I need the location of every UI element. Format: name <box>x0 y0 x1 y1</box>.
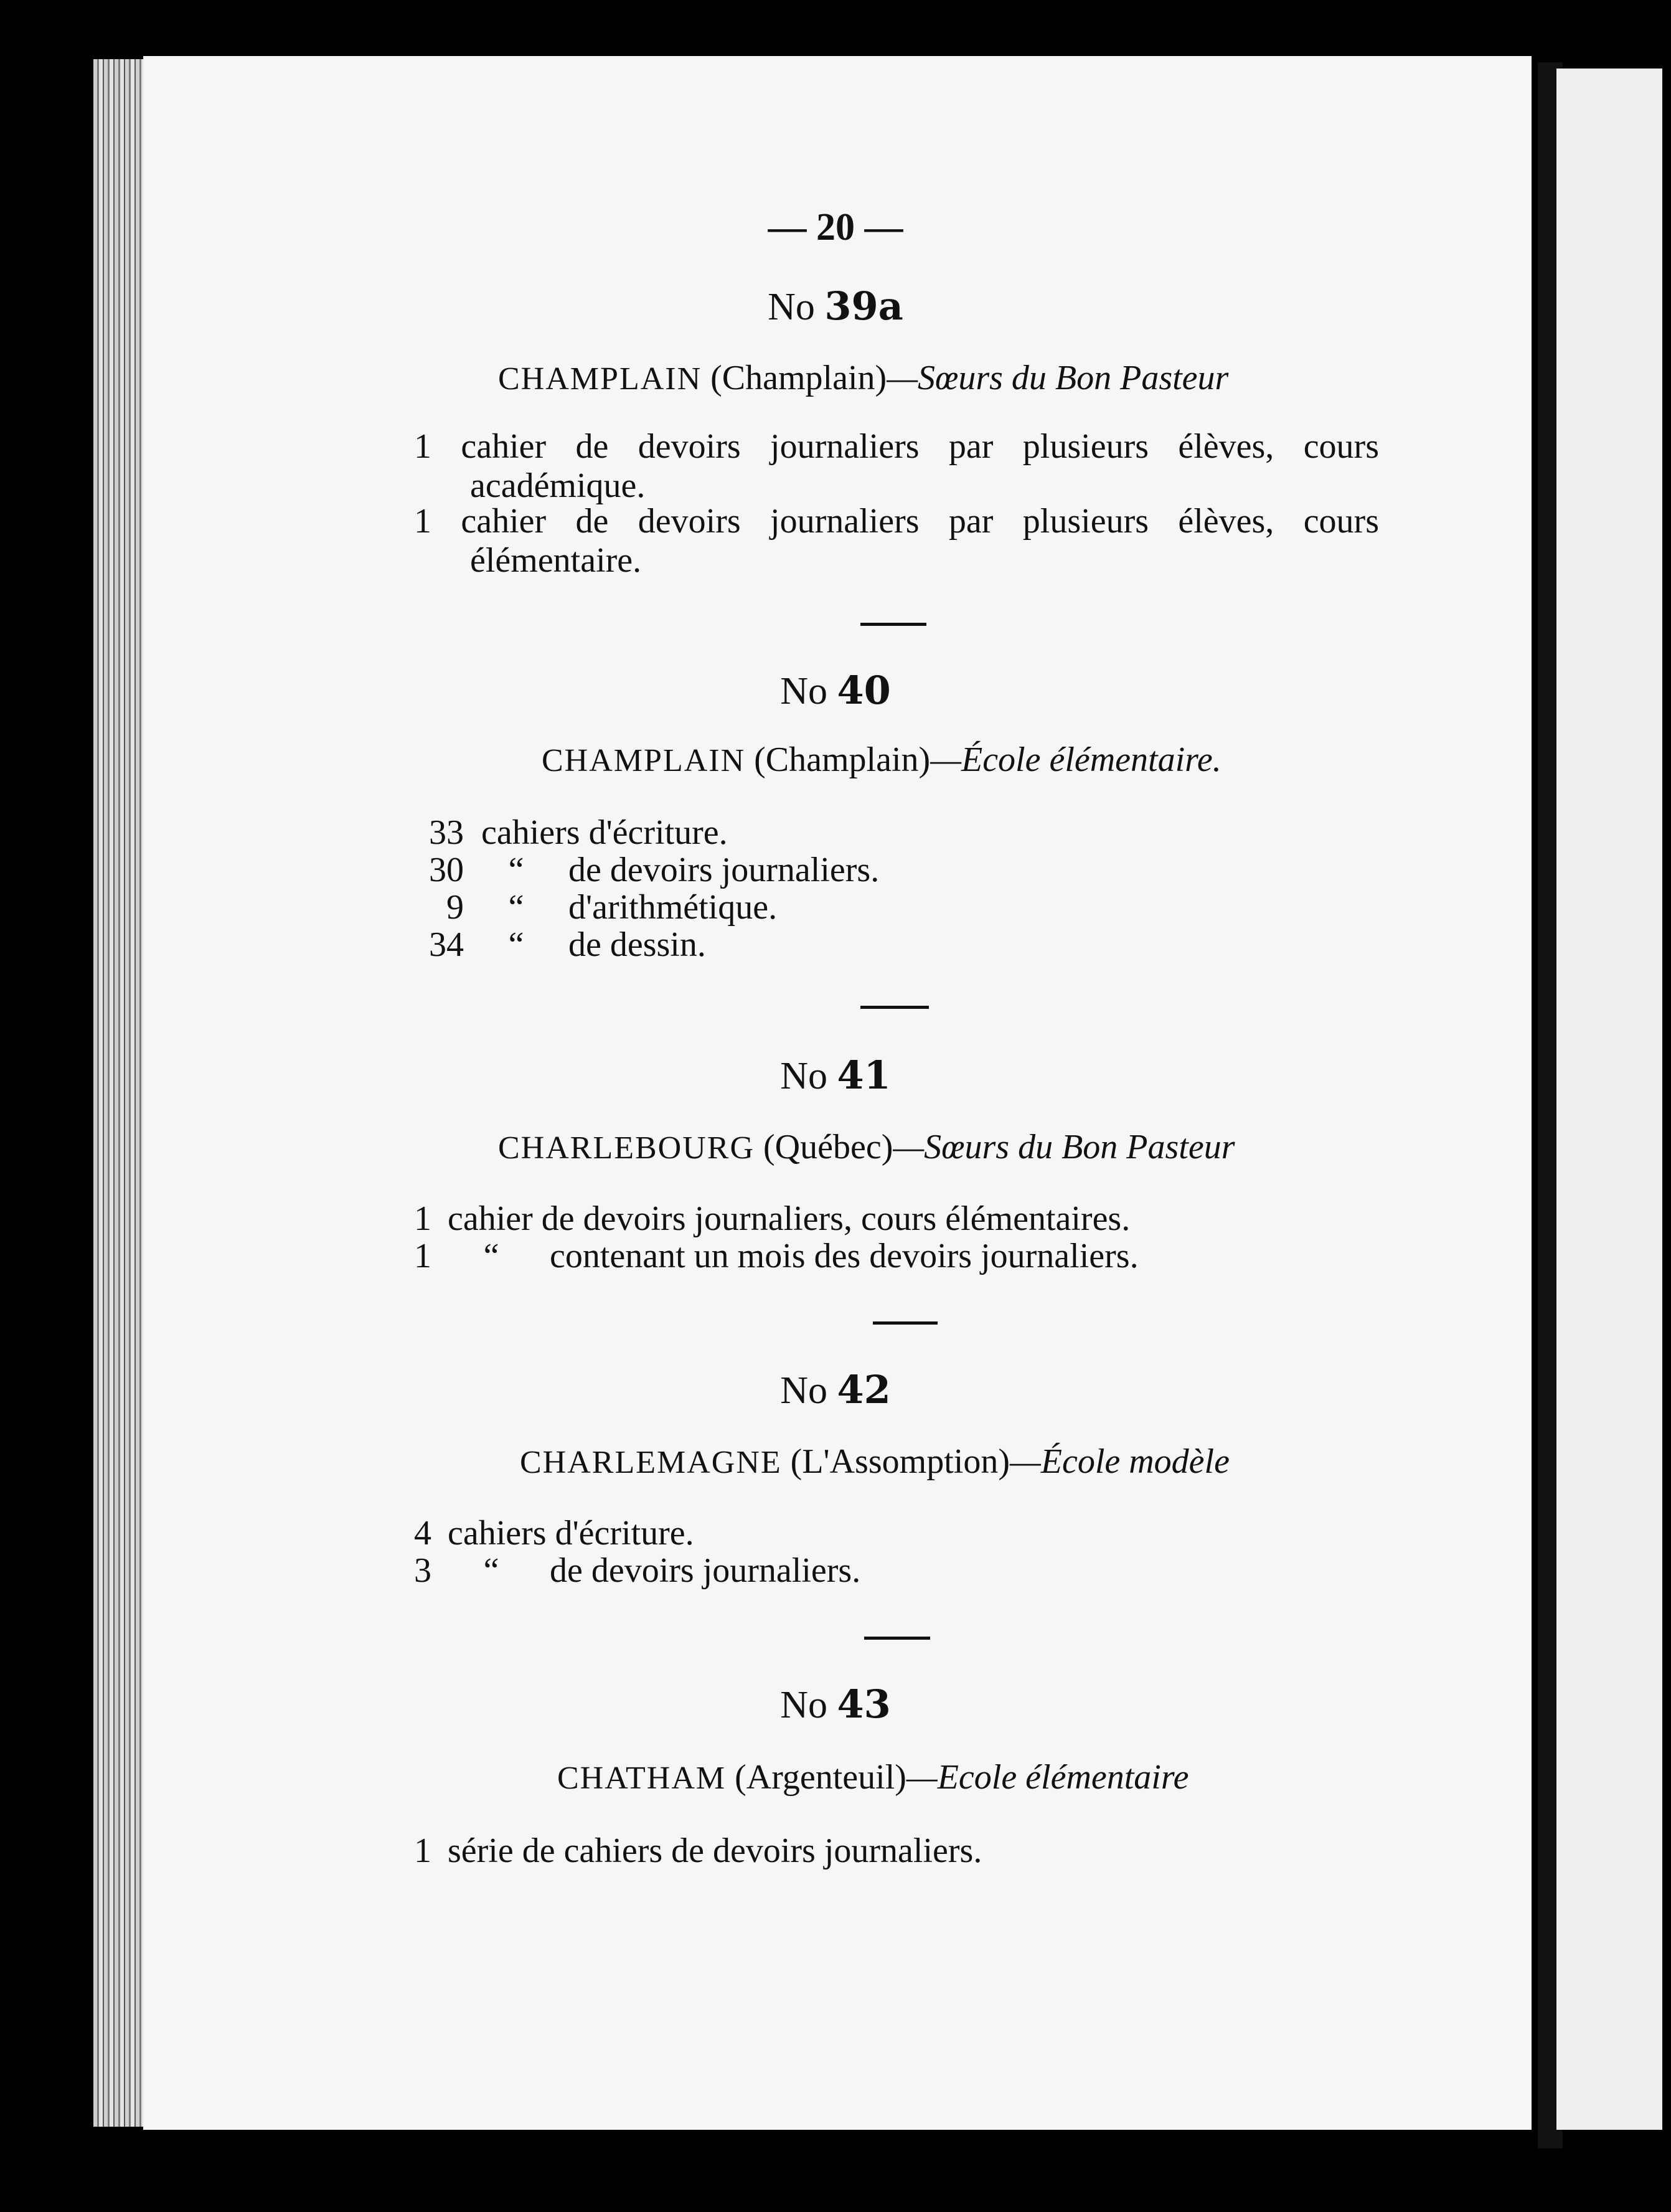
list-item: 33 cahiers d'écriture. <box>429 813 728 852</box>
list-item: 30 “ de devoirs journaliers. <box>429 851 880 889</box>
section-number: No 43 <box>780 1681 891 1727</box>
list-item: 3 “ de devoirs journaliers. <box>414 1551 861 1590</box>
section-number: No 40 <box>780 668 891 713</box>
section-heading: CHARLEMAGNE (L'Assomption)—École modèle <box>520 1442 1230 1481</box>
section-heading: CHARLEBOURG (Québec)—Sœurs du Bon Pasteur <box>498 1128 1235 1166</box>
page-number: — 20 — <box>768 206 903 248</box>
list-item: 1 série de cahiers de devoirs journaliers. <box>414 1832 982 1870</box>
entry-line: élémentaire. <box>470 541 642 580</box>
list-item: 1 “ contenant un mois des devoirs journaliers. <box>414 1237 1139 1275</box>
section-divider <box>860 623 926 626</box>
section-number: No 42 <box>780 1367 891 1412</box>
section-divider <box>860 1006 929 1009</box>
list-item: 1 cahier de devoirs journaliers, cours élémentaires. <box>414 1199 1131 1238</box>
section-heading: CHATHAM (Argenteuil)—Ecole élémentaire <box>557 1758 1189 1797</box>
section-heading: CHAMPLAIN (Champlain)—École élémentaire. <box>542 740 1221 779</box>
section-number: No 39a <box>768 283 903 329</box>
list-item: 34 “ de dessin. <box>429 925 706 964</box>
list-item: 9 “ d'arithmétique. <box>446 888 778 927</box>
section-divider <box>873 1321 938 1325</box>
section-heading: CHAMPLAIN (Champlain)—Sœurs du Bon Pasteur <box>498 359 1229 397</box>
entry-line: académique. <box>470 466 646 505</box>
list-item: 4 cahiers d'écriture. <box>414 1514 694 1553</box>
section-divider <box>864 1637 930 1640</box>
entry-line: 1 cahier de devoirs journaliers par plusieurs élèves, cours <box>414 427 1379 466</box>
section-number: No 41 <box>780 1052 891 1098</box>
entry-line: 1 cahier de devoirs journaliers par plusieurs élèves, cours <box>414 502 1379 541</box>
facing-page-edge <box>1556 69 1662 2130</box>
